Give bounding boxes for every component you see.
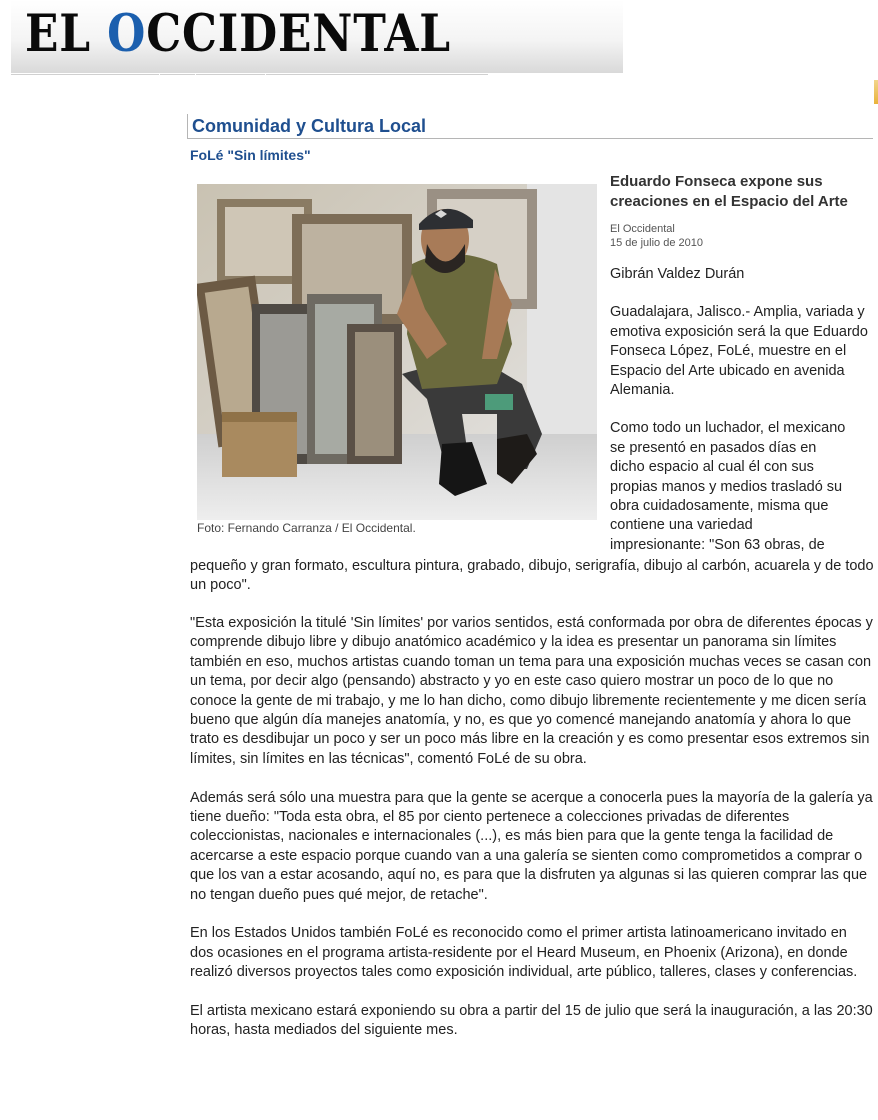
- p2-line: obra cuidadosamente, misma que: [610, 498, 829, 515]
- article-author: Gibrán Valdez Durán: [610, 266, 745, 282]
- artist-portrait-image: [197, 184, 597, 520]
- article-paragraph-5: En los Estados Unidos también FoLé es reconocido como el primer artista latinoamericano invitado en dos ocasiones en el programa artista-residente por el Heard Museum, en Phoenix (Arizona), en donde realizó diversos proyectos tales como exposición individual, arte público, talleres, clases y conferencias.: [190, 925, 858, 981]
- article-meta: [610, 222, 875, 250]
- section-header: [187, 114, 873, 139]
- p2-line: se presentó en pasados días en: [610, 439, 817, 456]
- logo-o: O: [107, 4, 147, 64]
- article-date: 15 de julio de 2010: [610, 237, 703, 249]
- article-paragraph-2-end: pequeño y gran formato, escultura pintura, grabado, dibujo, serigrafía, dibujo al carbón, acuarela y de todo un poco".: [190, 558, 874, 594]
- site-logo[interactable]: [25, 2, 451, 66]
- article-source: El Occidental: [610, 223, 675, 235]
- article-paragraph-6: El artista mexicano estará exponiendo su obra a partir del 15 de julio que será la inauguración, a las 20:30 horas, hasta mediados del siguiente mes.: [190, 1003, 873, 1039]
- article-kicker: FoLé "Sin límites": [190, 147, 311, 163]
- p2-line: Como todo un luchador, el mexicano: [610, 420, 846, 437]
- article-headline: Eduardo Fonseca expone sus creaciones en el Espacio del Arte: [610, 173, 848, 210]
- section-title[interactable]: Comunidad y Cultura Local: [192, 116, 427, 136]
- article-paragraph-1: Guadalajara, Jalisco.- Amplia, variada y emotiva exposición será la que Eduardo Fonseca López, FoLé, muestre en el Espacio del Arte ubicado en avenida Alemania.: [610, 304, 868, 399]
- article-paragraph-3: "Esta exposición la titulé 'Sin límites' por varios sentidos, está conformada por obra de diferentes épocas y comprende dibujo libre y dibujo anatómico académico y la idea es presentar un panorama sin límites también en eso, muchos artistas cuando toman un tema para una exposición muchas veces se casan con un tema, por decir algo (pensando) abstracto y yo en este caso quiero mostrar un poco de lo que no conoce la gente de mi trabajo, y me lo han dicho, como dibujo libremente recientemente y me dicen sería bueno que algún día manejes anatomía, y no, es que yo comencé manejando anatomía y ahora lo que trato es desdibujar un poco y ser un poco más libre en la creación y es como presentar esos extremos sin límites, sin límites en las técnicas", comentó FoLé de su obra.: [190, 615, 873, 767]
- article-paragraph-2-start: [610, 419, 875, 555]
- logo-prefix: EL: [25, 4, 108, 64]
- p2-line: dicho espacio al cual él con sus: [610, 459, 814, 476]
- masthead-divider: [11, 74, 488, 75]
- p2-line: propias manos y medios trasladó su: [610, 478, 843, 495]
- masthead: [11, 0, 623, 73]
- edge-decoration: [874, 80, 878, 104]
- article-photo: [197, 184, 597, 520]
- p2-line: impresionante: "Son 63 obras, de: [610, 536, 825, 553]
- p2-line: contiene una variedad: [610, 517, 753, 534]
- article-paragraph-4: Además será sólo una muestra para que la gente se acerque a conocerla pues la mayoría de la galería ya tiene dueño: "Toda esta obra, el 85 por ciento pertenece a colecciones privadas de diferentes coleccionistas, nacionales e internacionales (...), es más bien para que la gente tenga la facilidad de acercarse a este espacio porque cuando van a una galería se sienten como comprometidos a comprar o que los van a estar acosando, aquí no, es para que la disfruten ya algunas si las quieren comprar las que no tengan dueño pues qué mejor, de retache".: [190, 789, 873, 903]
- logo-suffix: CCIDENTAL: [146, 4, 451, 64]
- article-header: [610, 172, 875, 555]
- photo-caption: Foto: Fernando Carranza / El Occidental.: [197, 521, 416, 535]
- article-body: [190, 614, 874, 1060]
